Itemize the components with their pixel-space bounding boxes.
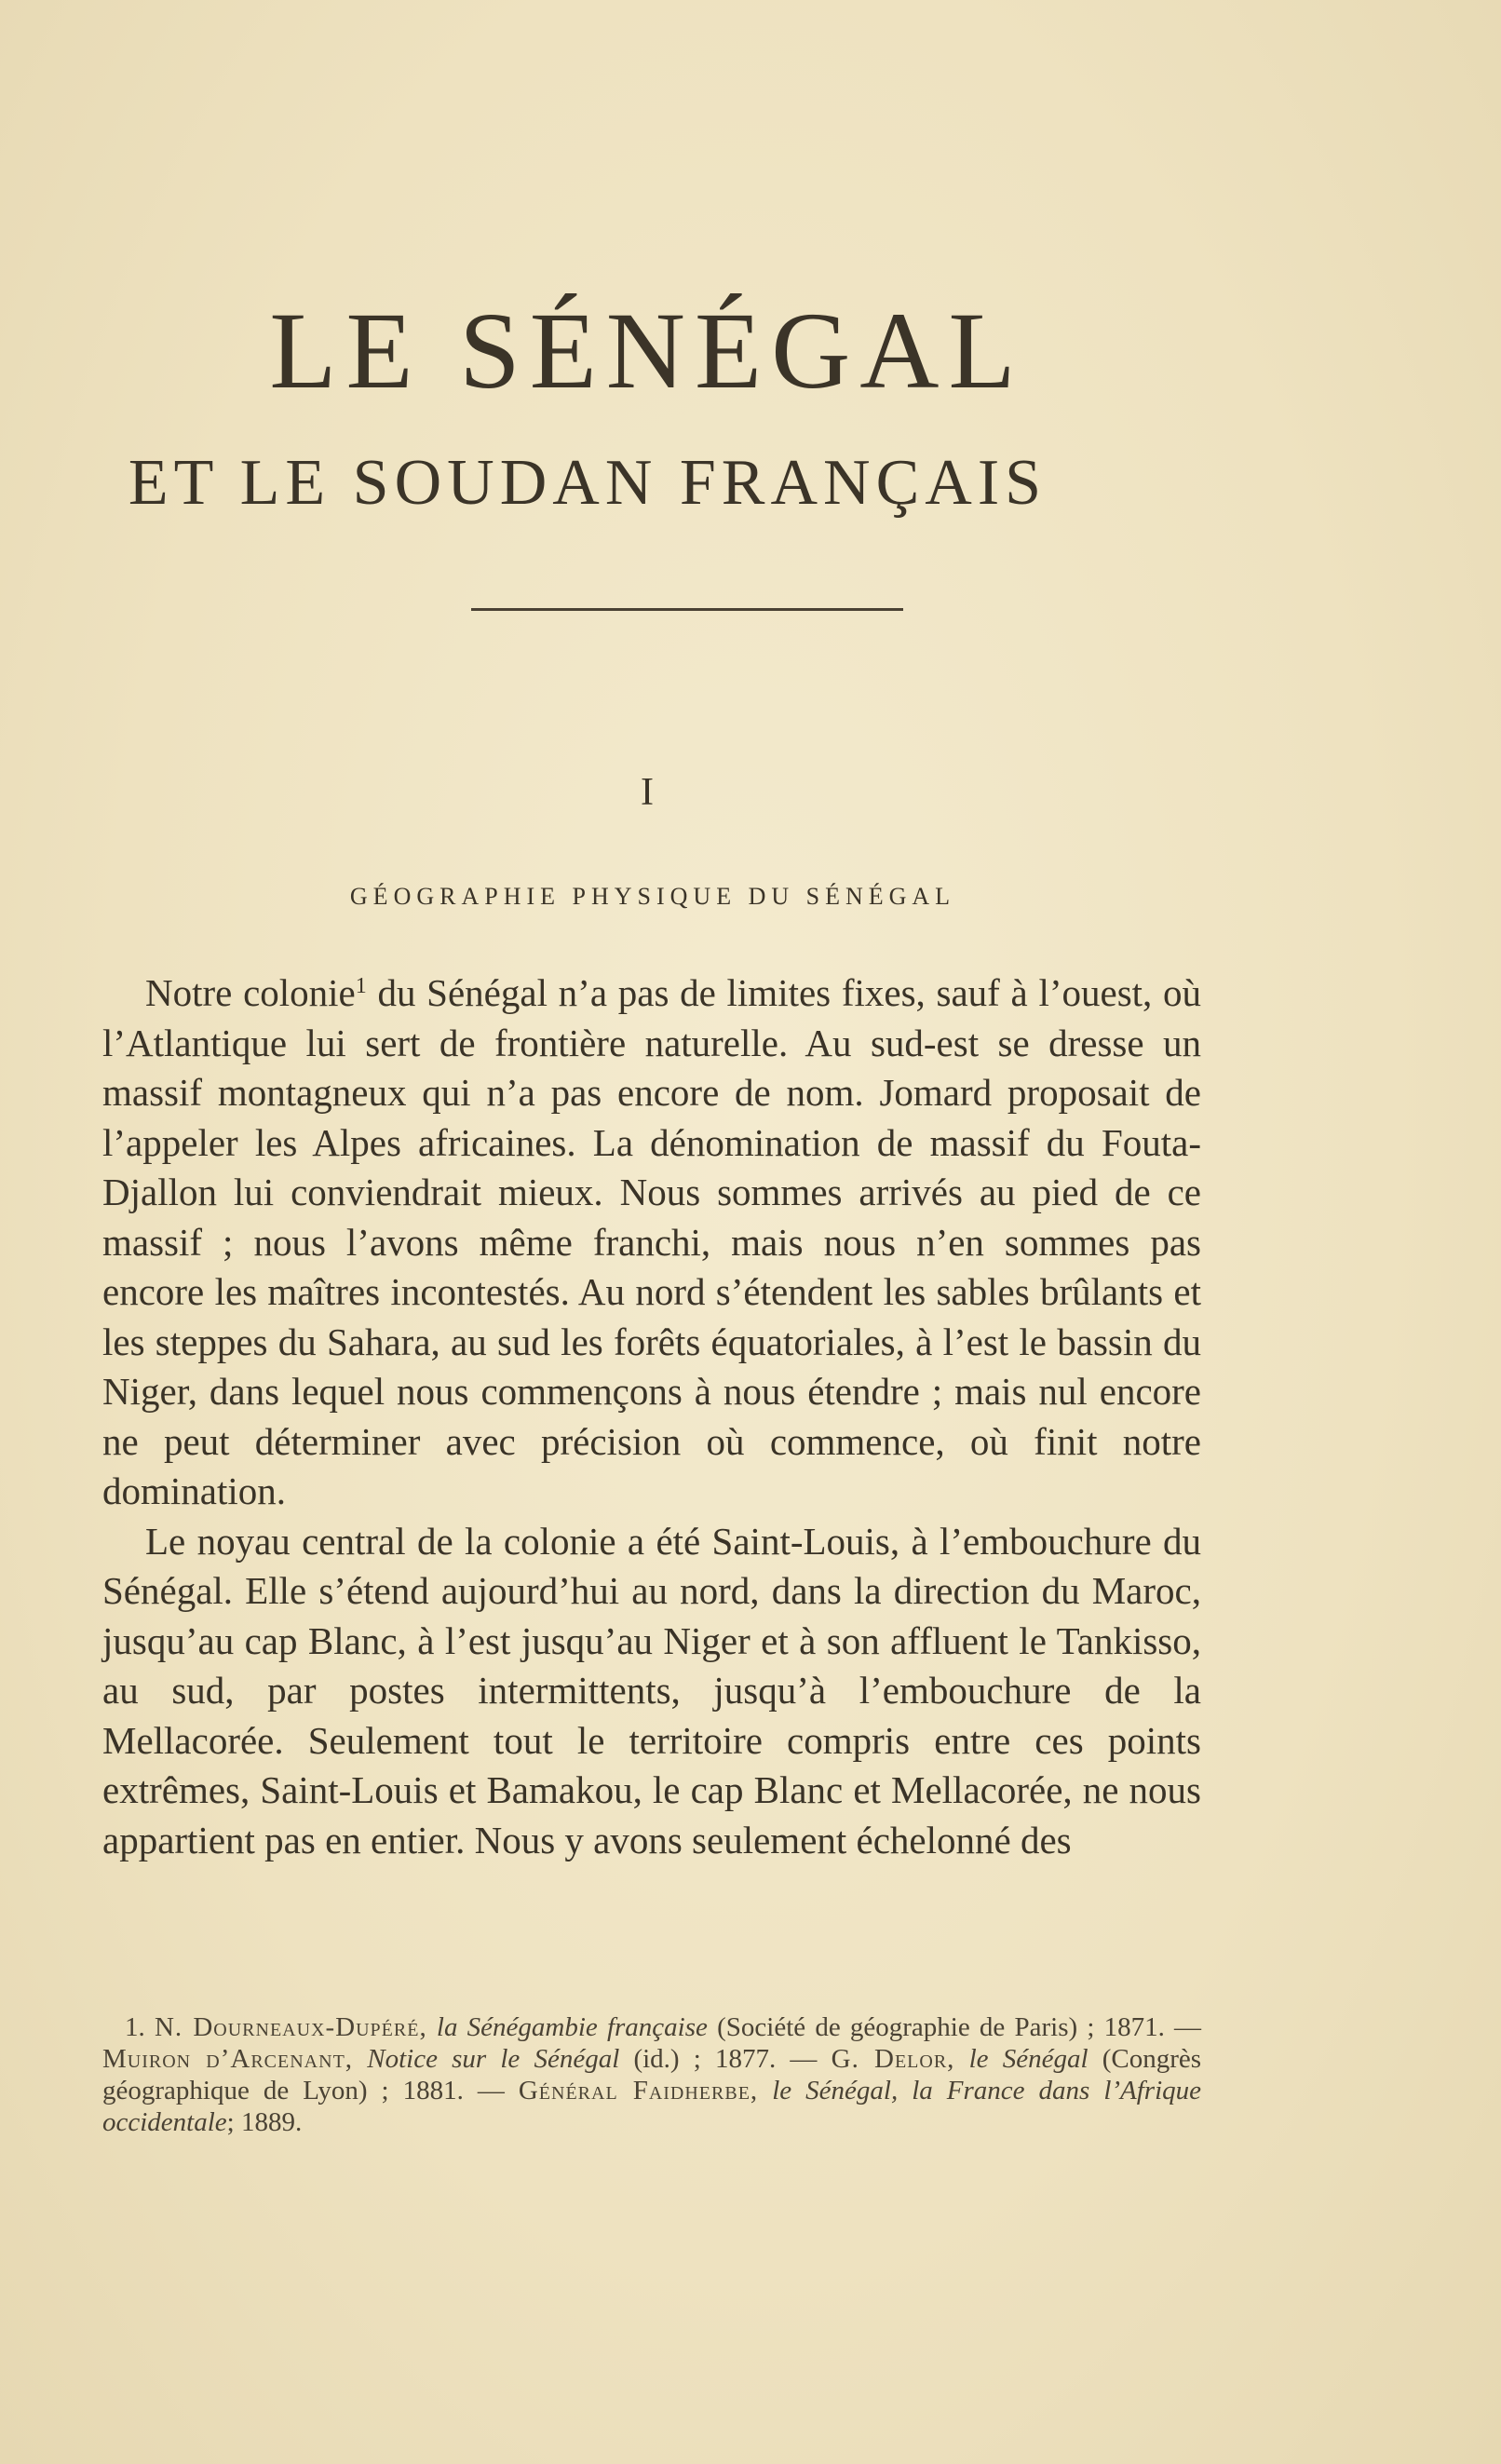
paragraph-1 [102, 968, 1201, 1517]
footnote-work-title: le Sénégal [968, 2044, 1089, 2074]
footnote-work-title: le Sénégal, la France dans l’Afrique occidentale [102, 2076, 1202, 2137]
paragraph-2: Le noyau central de la colonie a été Saint-Louis, à l’embouchure du Sénégal. Elle s’étend aujourd’hui au nord, dans la direction du Maroc, jusqu’au cap Blanc, à l’est jusqu’au Niger et à son affluent le Tankisso, au sud, par postes intermittents, jusqu’à l’embouchure de la Mellacorée. Seulement tout le territoire compris entre ces points extrêmes, Saint-Louis et Bamakou, le cap Blanc et Mellacorée, ne nous appartient pas en entier. Nous y avons seulement échelonné des [102, 1519, 1201, 1862]
footnote-number: 1. [125, 2012, 145, 2042]
footnote-reference-text: (Société de géographie de Paris) ; 1871. — [717, 2012, 1202, 2042]
title-divider [471, 608, 903, 611]
footnote-author: N. Dourneaux-Dupéré, [154, 2012, 427, 2042]
page-subtitle: ET LE SOUDAN FRANÇAIS [128, 447, 1048, 519]
footnote-reference-text: (id.) ; 1877. — [633, 2044, 818, 2074]
footnote-author: Muiron d’Arcenant, [102, 2044, 354, 2074]
footnote-author: Général Faidherbe, [518, 2076, 759, 2105]
paragraph-1-start: Notre colonie [145, 971, 356, 1014]
footnote-work-title: Notice sur le Sénégal [367, 2044, 620, 2074]
footnote-reference-text: ; 1889. [226, 2107, 303, 2137]
paragraph-1-rest: du Sénégal n’a pas de limites fixes, sauf à l’ouest, où l’Atlantique lui sert de frontière naturelle. Au sud-est se dresse un massif montagneux qui n’a pas encore de nom. Jomard proposait de l’appeler les Alpes africaines. La dénomination de massif du Fouta-Djallon lui conviendrait mieux. Nous sommes arrivés au pied de ce massif ; nous l’avons même franchi, mais nous n’en sommes pas encore les maîtres incontestés. Au nord s’étendent les sables brûlants et les steppes du Sahara, au sud les forêts équatoriales, à l’est le bassin du Niger, dans lequel nous commençons à nous étendre ; mais nul encore ne peut déterminer avec précision où commence, où finit notre domination. [102, 971, 1202, 1512]
footnote-reference-text: (Congrès géographique de Lyon) ; 1881. — [102, 2044, 1202, 2105]
page-title: LE SÉNÉGAL [269, 290, 1025, 412]
footnote-reference[interactable]: 1 [355, 974, 367, 998]
section-title: GÉOGRAPHIE PHYSIQUE DU SÉNÉGAL [349, 883, 956, 910]
body-text [102, 968, 1201, 1865]
footnotes [102, 2011, 1201, 2138]
footnote-1 [102, 2011, 1201, 2138]
footnote-work-title: la Sénégambie française [436, 2012, 708, 2042]
section-number: I [641, 771, 654, 814]
footnote-author: G. Delor, [831, 2044, 955, 2074]
